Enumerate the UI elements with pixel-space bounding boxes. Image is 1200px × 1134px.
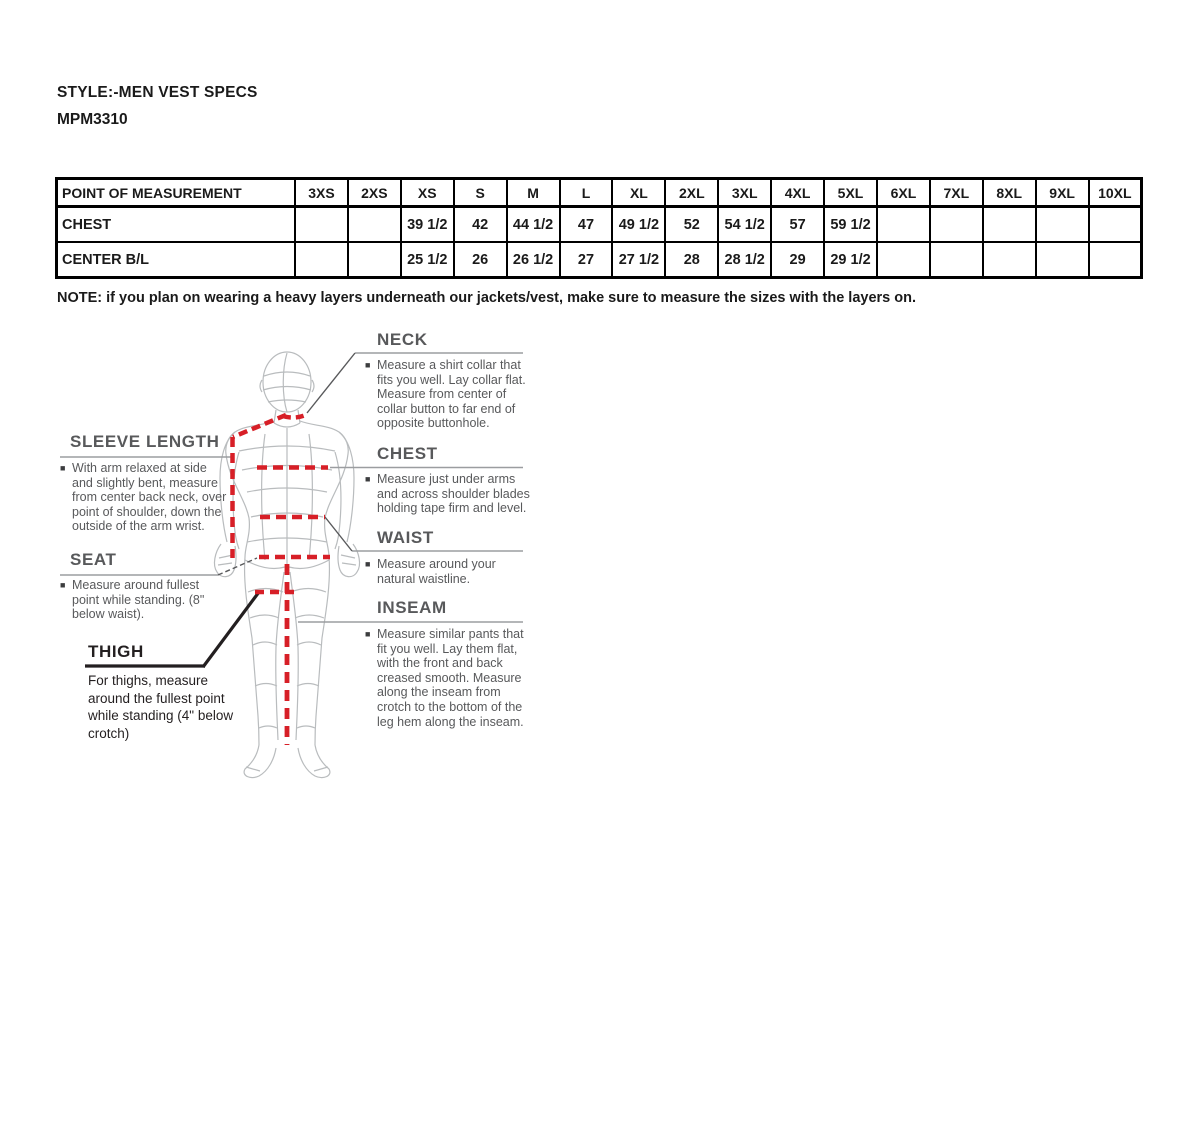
table-cell — [348, 242, 401, 278]
table-cell: 26 — [454, 242, 507, 278]
table-header-cell: 10XL — [1089, 179, 1142, 207]
measurement-diagram — [55, 320, 595, 820]
bullet-icon: ■ — [60, 580, 66, 590]
table-cell — [1089, 242, 1142, 278]
table-cell — [877, 207, 930, 243]
table-header-cell: 8XL — [983, 179, 1036, 207]
size-table — [55, 177, 1143, 279]
bullet-icon: ■ — [365, 474, 371, 484]
inseam-description: ■ Measure similar pants that fit you well. Lay them flat, with the front and back creased smooth. Measure along the inseam from crotch to the bottom of the leg hem along the inseam. — [365, 627, 524, 729]
size-table-container — [55, 177, 1143, 279]
style-code: MPM3310 — [57, 111, 128, 128]
table-header-cell: 2XS — [348, 179, 401, 207]
sleeve-length-description: ■ With arm relaxed at side and slightly bent, measure from center back neck, over point of shoulder, down the outside of the arm wrist. — [60, 461, 227, 534]
table-header-cell: 5XL — [824, 179, 877, 207]
table-header-cell: 4XL — [771, 179, 824, 207]
table-header-cell: 3XL — [718, 179, 771, 207]
waist-description: ■ Measure around your natural waistline. — [365, 557, 496, 586]
table-row — [57, 242, 1142, 278]
row-label-cell: CHEST — [57, 207, 296, 243]
table-cell: 28 1/2 — [718, 242, 771, 278]
table-cell — [930, 242, 983, 278]
table-cell: 29 — [771, 242, 824, 278]
thigh-description: For thighs, measure around the fullest point while standing (4" below crotch) — [88, 673, 234, 741]
table-cell: 44 1/2 — [507, 207, 560, 243]
table-header-cell: POINT OF MEASUREMENT — [57, 179, 296, 207]
table-header-row — [57, 179, 1142, 207]
note-text: NOTE: if you plan on wearing a heavy layers underneath our jackets/vest, make sure to measure the sizes with the layers on. — [57, 290, 917, 306]
bullet-icon: ■ — [365, 629, 371, 639]
table-header-cell: 9XL — [1036, 179, 1089, 207]
table-cell — [930, 207, 983, 243]
table-cell — [983, 207, 1036, 243]
page-title: STYLE:-MEN VEST SPECS — [57, 84, 258, 101]
table-cell: 49 1/2 — [612, 207, 665, 243]
table-cell: 47 — [560, 207, 613, 243]
row-label-cell: CENTER B/L — [57, 242, 296, 278]
chest-label: CHEST — [377, 444, 438, 463]
table-cell — [295, 242, 348, 278]
table-cell — [1036, 242, 1089, 278]
table-cell — [1036, 207, 1089, 243]
table-header-cell: S — [454, 179, 507, 207]
table-cell — [877, 242, 930, 278]
neck-label: NECK — [377, 330, 428, 349]
table-header-cell: 6XL — [877, 179, 930, 207]
bullet-icon: ■ — [365, 559, 371, 569]
table-cell: 52 — [665, 207, 718, 243]
table-cell — [983, 242, 1036, 278]
table-cell: 57 — [771, 207, 824, 243]
table-header-cell: 7XL — [930, 179, 983, 207]
table-header-cell: XL — [612, 179, 665, 207]
seat-description: ■ Measure around fullest point while standing. (8" below waist). — [60, 578, 205, 622]
table-cell: 29 1/2 — [824, 242, 877, 278]
table-cell: 54 1/2 — [718, 207, 771, 243]
table-header-cell: L — [560, 179, 613, 207]
table-row — [57, 207, 1142, 243]
table-header-cell: M — [507, 179, 560, 207]
table-cell — [295, 207, 348, 243]
bullet-icon: ■ — [365, 360, 371, 370]
table-header-cell: XS — [401, 179, 454, 207]
table-cell: 42 — [454, 207, 507, 243]
table-header-cell: 3XS — [295, 179, 348, 207]
neck-description: ■ Measure a shirt collar that fits you well. Lay collar flat. Measure from center of collar button to far end of opposite buttonhole. — [365, 358, 526, 431]
seat-label: SEAT — [70, 550, 117, 569]
size-table-head — [57, 179, 1142, 207]
table-cell: 59 1/2 — [824, 207, 877, 243]
table-cell — [1089, 207, 1142, 243]
sleeve-length-label: SLEEVE LENGTH — [70, 432, 220, 451]
bullet-icon: ■ — [60, 463, 66, 473]
inseam-label: INSEAM — [377, 598, 447, 617]
table-header-cell: 2XL — [665, 179, 718, 207]
table-cell: 25 1/2 — [401, 242, 454, 278]
table-cell: 27 — [560, 242, 613, 278]
size-table-body — [57, 207, 1142, 278]
table-cell: 39 1/2 — [401, 207, 454, 243]
chest-description: ■ Measure just under arms and across shoulder blades holding tape firm and level. — [365, 472, 530, 516]
waist-label: WAIST — [377, 528, 434, 547]
table-cell: 28 — [665, 242, 718, 278]
table-cell — [348, 207, 401, 243]
table-cell: 26 1/2 — [507, 242, 560, 278]
table-cell: 27 1/2 — [612, 242, 665, 278]
thigh-label: THIGH — [88, 642, 144, 661]
